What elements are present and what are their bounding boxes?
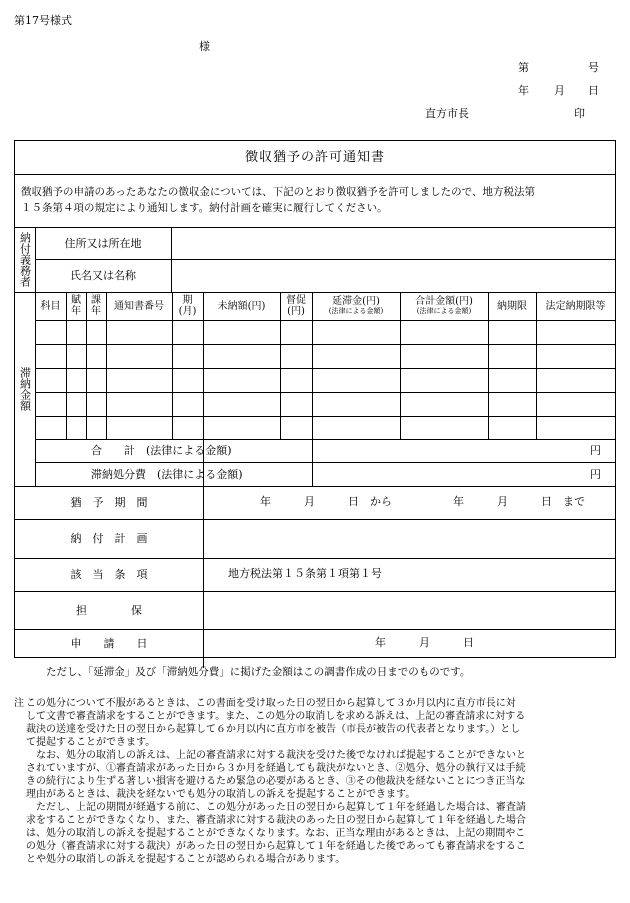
footnote: ただし、「延滞金」及び「滞納処分費」に掲げた金額はこの調書作成の日までのものです。 — [46, 666, 471, 678]
notes-label: 注 — [14, 698, 24, 709]
date-year: 年 — [518, 84, 529, 97]
disposition-fee-unit: 円 — [590, 468, 601, 481]
application-date-label: 申 請 日 — [70, 636, 148, 650]
date-month: 月 — [554, 84, 565, 97]
notice-form — [14, 140, 616, 658]
address-label: 住所又は所在地 — [64, 236, 142, 250]
payer-section-label: 納付義務者 — [18, 232, 32, 287]
col-total-amount: 合計金額(円) (法律による金額) — [415, 296, 473, 315]
issuer: 直方市長 — [425, 107, 469, 120]
name-field[interactable] — [172, 260, 615, 292]
name-label: 氏名又は名称 — [70, 269, 136, 282]
address-field[interactable] — [172, 228, 615, 259]
arrears-section-label: 滞納金額 — [18, 367, 32, 411]
form-number: 第17号様式 — [14, 14, 72, 27]
disposition-fee-label: 滞納処分費 (法律による金額) — [91, 468, 243, 481]
collateral-label: 担 保 — [76, 603, 142, 617]
col-period: 期(月) — [178, 295, 197, 317]
grace-period-label: 猶 予 期 間 — [70, 496, 148, 509]
col-tax-year: 課年 — [91, 295, 101, 317]
col-levy-year: 賦年 — [71, 295, 81, 317]
collateral-field[interactable] — [204, 592, 615, 629]
col-late-charge: 延滞金(円) (法律による金額) — [328, 296, 384, 315]
payment-plan-field[interactable] — [204, 520, 615, 558]
col-subject: 科目 — [40, 300, 61, 312]
payment-plan-label: 納 付 計 画 — [70, 532, 148, 545]
applicable-clause-label: 該 当 条 項 — [70, 568, 148, 581]
total-unit: 円 — [590, 444, 601, 457]
total-label: 合 計 (法律による金額) — [91, 444, 232, 457]
col-unpaid: 未納額(円) — [217, 300, 266, 312]
notes-body: この処分について不服があるときは、この書面を受け取った日の翌日から起算して３か月以内に直方市長に対 して文書で審査請求をすることができます。また、この処分の取消しを求める訴えは、上記の審査請求に対する 裁決の送達を受けた日の翌日から起算して６か月以内に直方市を被告（市長が被告の代表者となります。）とし て提起することができます。 なお、処分の取消しの訴えは、上記の審査請求に対する裁決を受けた後でなければ提起することができないと されていますが、①審査請求があった日から３か月を経過しても裁決がないとき、②処分、処分の執行又は手続 きの続行により生ずる著しい損害を避けるため緊急の必要があるとき、③その他裁決を経ないことにつき正当な 理由があるときは、裁決を経ないでも処分の取消しの訴えを提起することができます。 ただし、上記の期間が経過する前に、この処分があった日の翌日から起算して１年を経過した場合は、審査請 求をすることができなくなり、また、審査請求に対する裁決のあった日の翌日から起算して１年を経過した場合 は、処分の取消しの訴えを提起することができなくなります。なお、正当な理由があるときは、上記の期間やこ の処分（審査請求に対する裁決）があった日の翌日から起算して１年を経過した後であっても審査請求をするこ とや処分の取消しの訴えを提起することが認められる場合があります。 — [26, 698, 526, 865]
grace-period-from: 年 月 日 から — [260, 495, 392, 508]
col-reminder: 督促(円) — [286, 295, 306, 317]
doc-no-prefix: 第 — [518, 61, 529, 74]
notice-title: 徴収猶予の許可通知書 — [244, 150, 385, 165]
application-date-value: 年 月 日 — [375, 636, 474, 649]
grace-period-to: 年 月 日 まで — [453, 495, 585, 508]
seal-mark: 印 — [574, 107, 585, 120]
doc-no-suffix: 号 — [588, 61, 599, 74]
applicable-clause-value: 地方税法第１５条第１項第１号 — [228, 567, 382, 580]
col-statutory-due-date: 法定納期限等 — [545, 300, 606, 312]
col-due-date: 納期限 — [497, 300, 527, 312]
intro-text: 徴収猶予の申請のあったあなたの徴収金については、下記のとおり徴収猶予を許可しましたので、地方税法第 １５条第４項の規定により通知します。納付計画を確実に履行してください。 — [21, 186, 535, 214]
col-notice-number: 通知書番号 — [114, 300, 164, 312]
date-day: 日 — [588, 84, 599, 97]
addressee-suffix: 様 — [199, 40, 210, 53]
